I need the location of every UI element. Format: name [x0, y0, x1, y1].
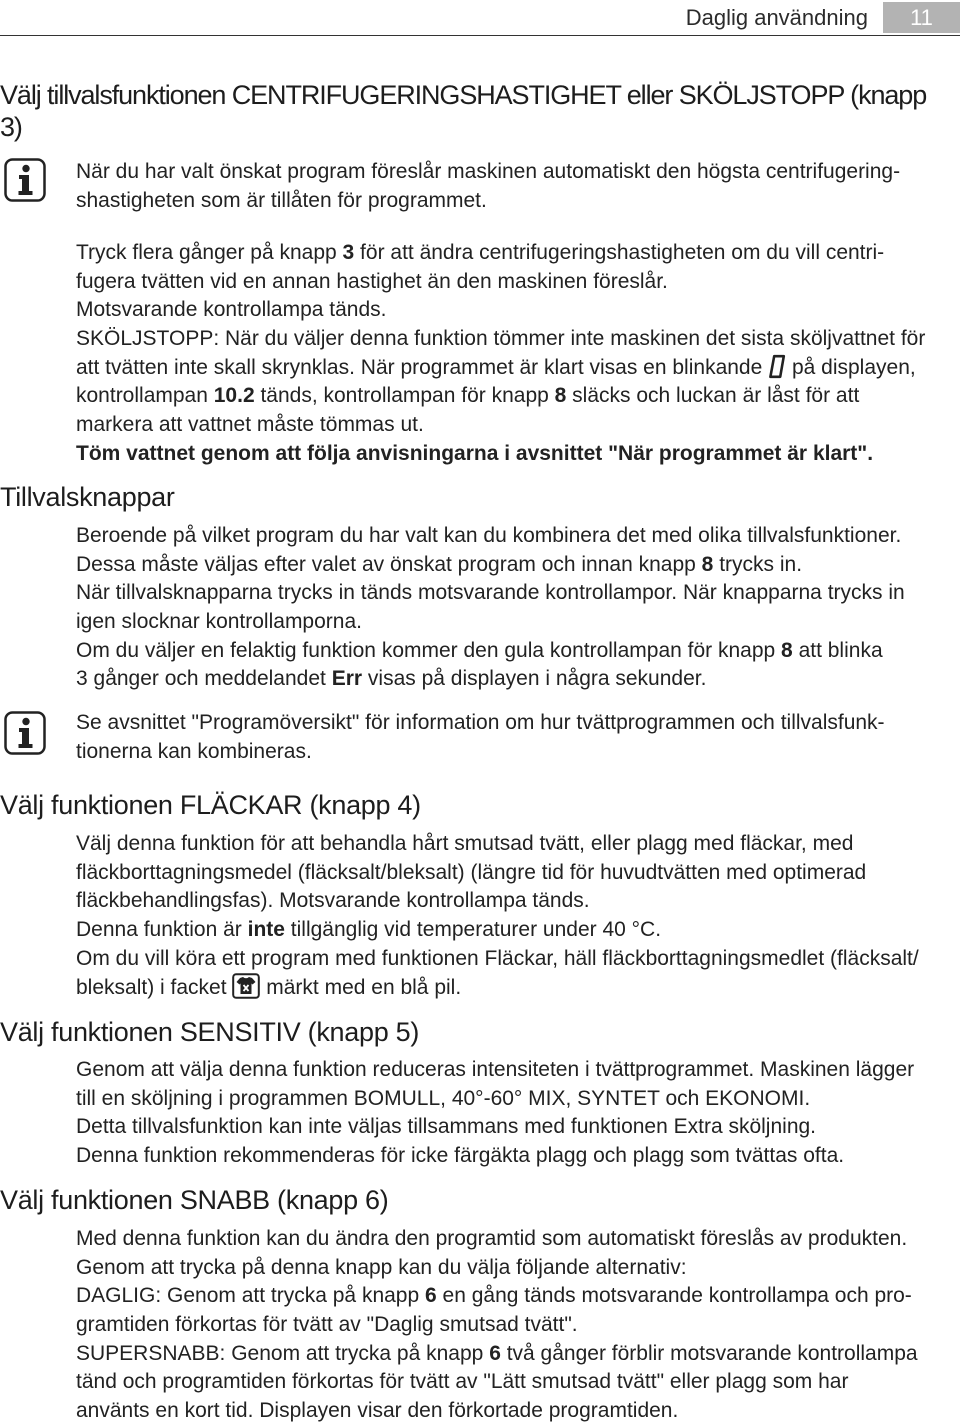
seven-segment-zero-icon: [768, 354, 786, 379]
text-line: Detta tillvalsfunktion kan inte väljas tillsammans med funktionen Extra sköljning.: [76, 1115, 817, 1139]
header-rule: [0, 35, 960, 36]
section-heading: Välj funktionen SNABB (knapp 6): [0, 1185, 389, 1215]
info-icon: [4, 158, 46, 202]
error-code: Err: [331, 667, 363, 691]
button-number: 3: [342, 241, 355, 264]
text-segment: släcks och luckan är låst för att: [566, 384, 860, 408]
text-segment: visas på displayen i några sekunder.: [362, 667, 707, 691]
text-line: tänd och programtiden förkortas för tvätt av "Lätt smutsad tvätt" eller plagg som har: [76, 1370, 849, 1394]
text-line: Denna funktion rekommenderas för icke färgäkta plagg och plagg som tvättas ofta.: [76, 1144, 845, 1168]
text-line: [76, 1282, 918, 1311]
text-line: Välj denna funktion för att behandla hårt smutsad tvätt, eller plagg med fläckar, med: [76, 832, 854, 855]
button-number: 6: [489, 1341, 501, 1365]
text-segment: en gång tänds motsvarande kontrollampa och pro-: [436, 1284, 912, 1308]
text-line: [76, 239, 925, 268]
text-line: [76, 354, 925, 383]
text-segment: på displayen,: [786, 355, 916, 379]
text-segment: Dessa måste väljas efter valet av önskat program och innan knapp: [76, 552, 702, 576]
text-line: Med denna funktion kan du ändra den programtid som automatiskt föreslås av produkten.: [76, 1227, 908, 1250]
text-line: När tillvalsknapparna trycks in tänds motsvarande kontrollampor. När knapparna trycks in: [76, 581, 905, 605]
text-line: igen slocknar kontrollamporna.: [76, 610, 362, 634]
text-line: [76, 382, 925, 411]
text-line: [76, 637, 905, 666]
text-segment: bleksalt) i facket: [76, 976, 233, 1000]
page-number: 11: [883, 2, 960, 33]
text-segment: Om du väljer en felaktig funktion kommer den gula kontrollampan för knapp: [76, 638, 782, 662]
section-heading: Välj funktionen SENSITIV (knapp 5): [0, 1017, 420, 1047]
text-line: markera att vattnet måste tömmas ut.: [76, 413, 424, 437]
section-heading: Tillvalsknappar: [0, 482, 175, 512]
text-line: Genom att välja denna funktion reduceras intensiteten i tvättprogrammet. Maskinen lägger: [76, 1058, 915, 1081]
text-segment: Tryck flera gånger på knapp: [76, 241, 343, 264]
section-heading: [0, 79, 926, 143]
text-segment: kontrollampan: [76, 384, 214, 408]
drain-instruction-line: Töm vattnet genom att följa anvisningarna i avsnittet "När programmet är klart".: [76, 441, 874, 465]
text-line: [76, 551, 905, 580]
button-number: 6: [425, 1284, 437, 1308]
paragraph-sensitive-function: [76, 1056, 914, 1171]
text-line: Se avsnittet "Programöversikt" för information om hur tvättprogrammen och tillvalsfunk-: [76, 711, 885, 734]
heading-line: 3): [0, 112, 22, 142]
text-segment: tillgänglig vid temperaturer under 40 °C.: [284, 918, 662, 942]
text-segment: trycks in.: [713, 552, 803, 576]
text-segment: för att ändra centrifugeringshastigheten om du vill centri-: [354, 241, 885, 264]
text-line: Om du vill köra ett program med funktionen Fläckar, häll fläckborttagningsmedlet (fläcksalt/: [76, 946, 919, 970]
paragraph-option-buttons: [76, 522, 905, 694]
running-header-title: Daglig användning: [685, 5, 868, 30]
text-line: till en sköljning i programmen BOMULL, 40°-60° MIX, SYNTET och EKONOMI.: [76, 1086, 811, 1110]
text-line: När du har valt önskat program föreslår maskinen automatiskt den högsta centrifugering-: [76, 160, 901, 183]
text-line: SKÖLJSTOPP: När du väljer denna funktion tömmer inte maskinen det sista sköljvattnet för: [76, 327, 926, 351]
button-number: 8: [554, 384, 567, 408]
text-segment: tänds, kontrollampan för knapp: [254, 384, 555, 408]
text-line: [76, 973, 919, 1002]
text-line: fugera tvätten vid en annan hastighet än den maskinen föreslår.: [76, 269, 668, 293]
text-segment: två gånger förblir motsvarande kontrollampa: [500, 1341, 918, 1365]
text-segment: Denna funktion är: [76, 918, 248, 942]
text-line: tionerna kan kombineras.: [76, 739, 312, 763]
info-note-text: [76, 158, 900, 215]
text-segment: märkt med en blå pil.: [260, 976, 462, 1000]
button-number: 8: [701, 552, 714, 576]
text-line: [76, 665, 905, 694]
text-segment: SUPERSNABB: Genom att trycka på knapp: [76, 1341, 490, 1365]
button-number: 8: [781, 638, 793, 662]
text-line: Beroende på vilket program du har valt kan du kombinera det med olika tillvalsfunktioner.: [76, 524, 902, 547]
text-segment: att tvätten inte skall skrynklas. När programmet är klart visas en blinkande: [76, 355, 769, 379]
text-line: gramtiden förkortas för tvätt av "Daglig smutsad tvätt".: [76, 1313, 578, 1337]
text-line: Genom att trycka på denna knapp kan du välja följande alternativ:: [76, 1255, 687, 1279]
stain-remover-compartment-icon: [232, 973, 260, 999]
text-line: fläckbehandlingsfas). Motsvarande kontrollampa tänds.: [76, 889, 590, 913]
paragraph-spin-speed: [76, 239, 925, 469]
text-line: fläckborttagningsmedel (fläcksalt/bleksalt) (längre tid för huvudtvätten med optimerad: [76, 860, 867, 884]
text-line: använts en kort tid. Displayen visar den förkortade programtiden.: [76, 1399, 679, 1423]
indicator-number: 10.2: [213, 384, 255, 408]
text-line: [76, 916, 919, 945]
emphasis-word: inte: [247, 918, 285, 942]
text-segment: att blinka: [792, 638, 883, 662]
paragraph-quick-function: [76, 1225, 918, 1426]
text-line: Motsvarande kontrollampa tänds.: [76, 298, 387, 322]
info-note-text: [76, 709, 885, 766]
heading-line: Välj tillvalsfunktionen CENTRIFUGERINGSHASTIGHET eller SKÖLJSTOPP (knapp: [0, 80, 927, 110]
info-icon: [4, 711, 46, 755]
paragraph-stain-function: [76, 830, 919, 1002]
text-segment: DAGLIG: Genom att trycka på knapp: [76, 1284, 425, 1308]
section-heading: Välj funktionen FLÄCKAR (knapp 4): [0, 790, 421, 820]
text-segment: 3 gånger och meddelandet: [76, 667, 332, 691]
text-line: [76, 1340, 918, 1369]
text-line: shastigheten som är tillåten för programmet.: [76, 188, 487, 212]
